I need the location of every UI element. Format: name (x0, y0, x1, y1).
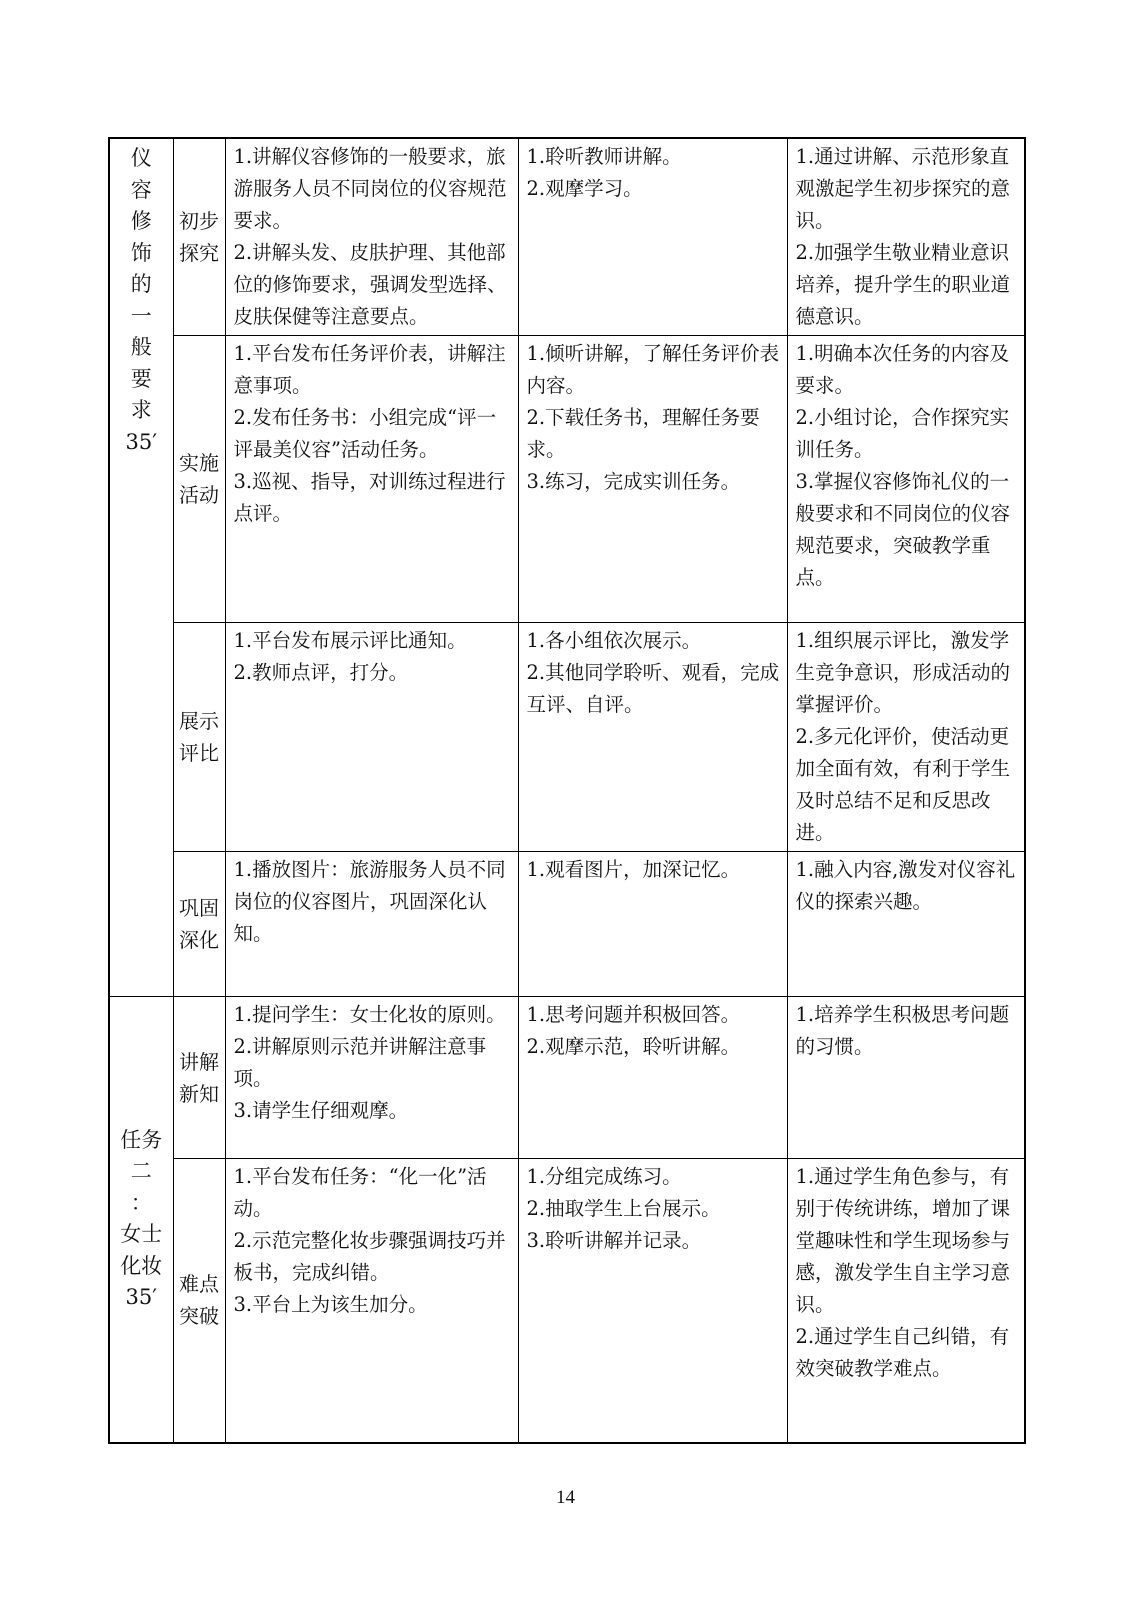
student-activity-cell: 1.分组完成练习。 2.抽取学生上台展示。 3.聆听讲解并记录。 (518, 1159, 787, 1443)
table-row (109, 138, 1025, 336)
teacher-activity-cell: 1.平台发布展示评比通知。 2.教师点评，打分。 (225, 623, 518, 852)
section-title-cell: 仪 容 修 饰 的 一 般 要 求 35′ (109, 138, 173, 997)
student-activity-cell: 1.观看图片，加深记忆。 (518, 852, 787, 997)
teacher-activity-cell: 1.提问学生：女士化妆的原则。 2.讲解原则示范并讲解注意事项。 3.请学生仔细观摩。 (225, 997, 518, 1159)
student-activity-cell: 1.思考问题并积极回答。 2.观摩示范，聆听讲解。 (518, 997, 787, 1159)
table-row (109, 623, 1025, 852)
student-activity-cell: 1.倾听讲解，了解任务评价表内容。 2.下载任务书，理解任务要求。 3.练习，完成实训任务。 (518, 336, 787, 623)
design-intent-cell: 1.培养学生积极思考问题的习惯。 (787, 997, 1025, 1159)
stage-name-cell: 展示 评比 (173, 623, 225, 852)
lesson-plan-table (108, 137, 1026, 1444)
teacher-activity-cell: 1.平台发布任务评价表，讲解注意事项。 2.发布任务书：小组完成“评一评最美仪容”活动任务。 3.巡视、指导，对训练过程进行点评。 (225, 336, 518, 623)
design-intent-cell: 1.通过学生角色参与，有别于传统讲练，增加了课堂趣味性和学生现场参与感，激发学生自主学习意识。 2.通过学生自己纠错，有效突破教学难点。 (787, 1159, 1025, 1443)
table-row (109, 336, 1025, 623)
stage-name-cell: 初步 探究 (173, 138, 225, 336)
table-row (109, 852, 1025, 997)
table-row (109, 1159, 1025, 1443)
stage-name-cell: 实施 活动 (173, 336, 225, 623)
table-row (109, 997, 1025, 1159)
stage-name-cell: 巩固 深化 (173, 852, 225, 997)
teacher-activity-cell: 1.平台发布任务：“化一化”活动。 2.示范完整化妆步骤强调技巧并板书，完成纠错。 3.平台上为该生加分。 (225, 1159, 518, 1443)
stage-name-cell: 难点 突破 (173, 1159, 225, 1443)
design-intent-cell: 1.通过讲解、示范形象直观激起学生初步探究的意识。 2.加强学生敬业精业意识培养，提升学生的职业道德意识。 (787, 138, 1025, 336)
design-intent-cell: 1.明确本次任务的内容及要求。 2.小组讨论，合作探究实训任务。 3.掌握仪容修饰礼仪的一般要求和不同岗位的仪容规范要求，突破教学重点。 (787, 336, 1025, 623)
section-title-cell: 任务 二 ： 女士 化妆 35′ (109, 997, 173, 1443)
design-intent-cell: 1.组织展示评比，激发学生竞争意识，形成活动的掌握评价。 2.多元化评价，使活动更加全面有效，有利于学生及时总结不足和反思改进。 (787, 623, 1025, 852)
design-intent-cell: 1.融入内容,激发对仪容礼仪的探索兴趣。 (787, 852, 1025, 997)
student-activity-cell: 1.聆听教师讲解。 2.观摩学习。 (518, 138, 787, 336)
stage-name-cell: 讲解 新知 (173, 997, 225, 1159)
student-activity-cell: 1.各小组依次展示。 2.其他同学聆听、观看，完成互评、自评。 (518, 623, 787, 852)
page-number: 14 (556, 1487, 575, 1508)
teacher-activity-cell: 1.播放图片：旅游服务人员不同岗位的仪容图片，巩固深化认知。 (225, 852, 518, 997)
teacher-activity-cell: 1.讲解仪容修饰的一般要求，旅游服务人员不同岗位的仪容规范要求。 2.讲解头发、皮肤护理、其他部位的修饰要求，强调发型选择、皮肤保健等注意要点。 (225, 138, 518, 336)
